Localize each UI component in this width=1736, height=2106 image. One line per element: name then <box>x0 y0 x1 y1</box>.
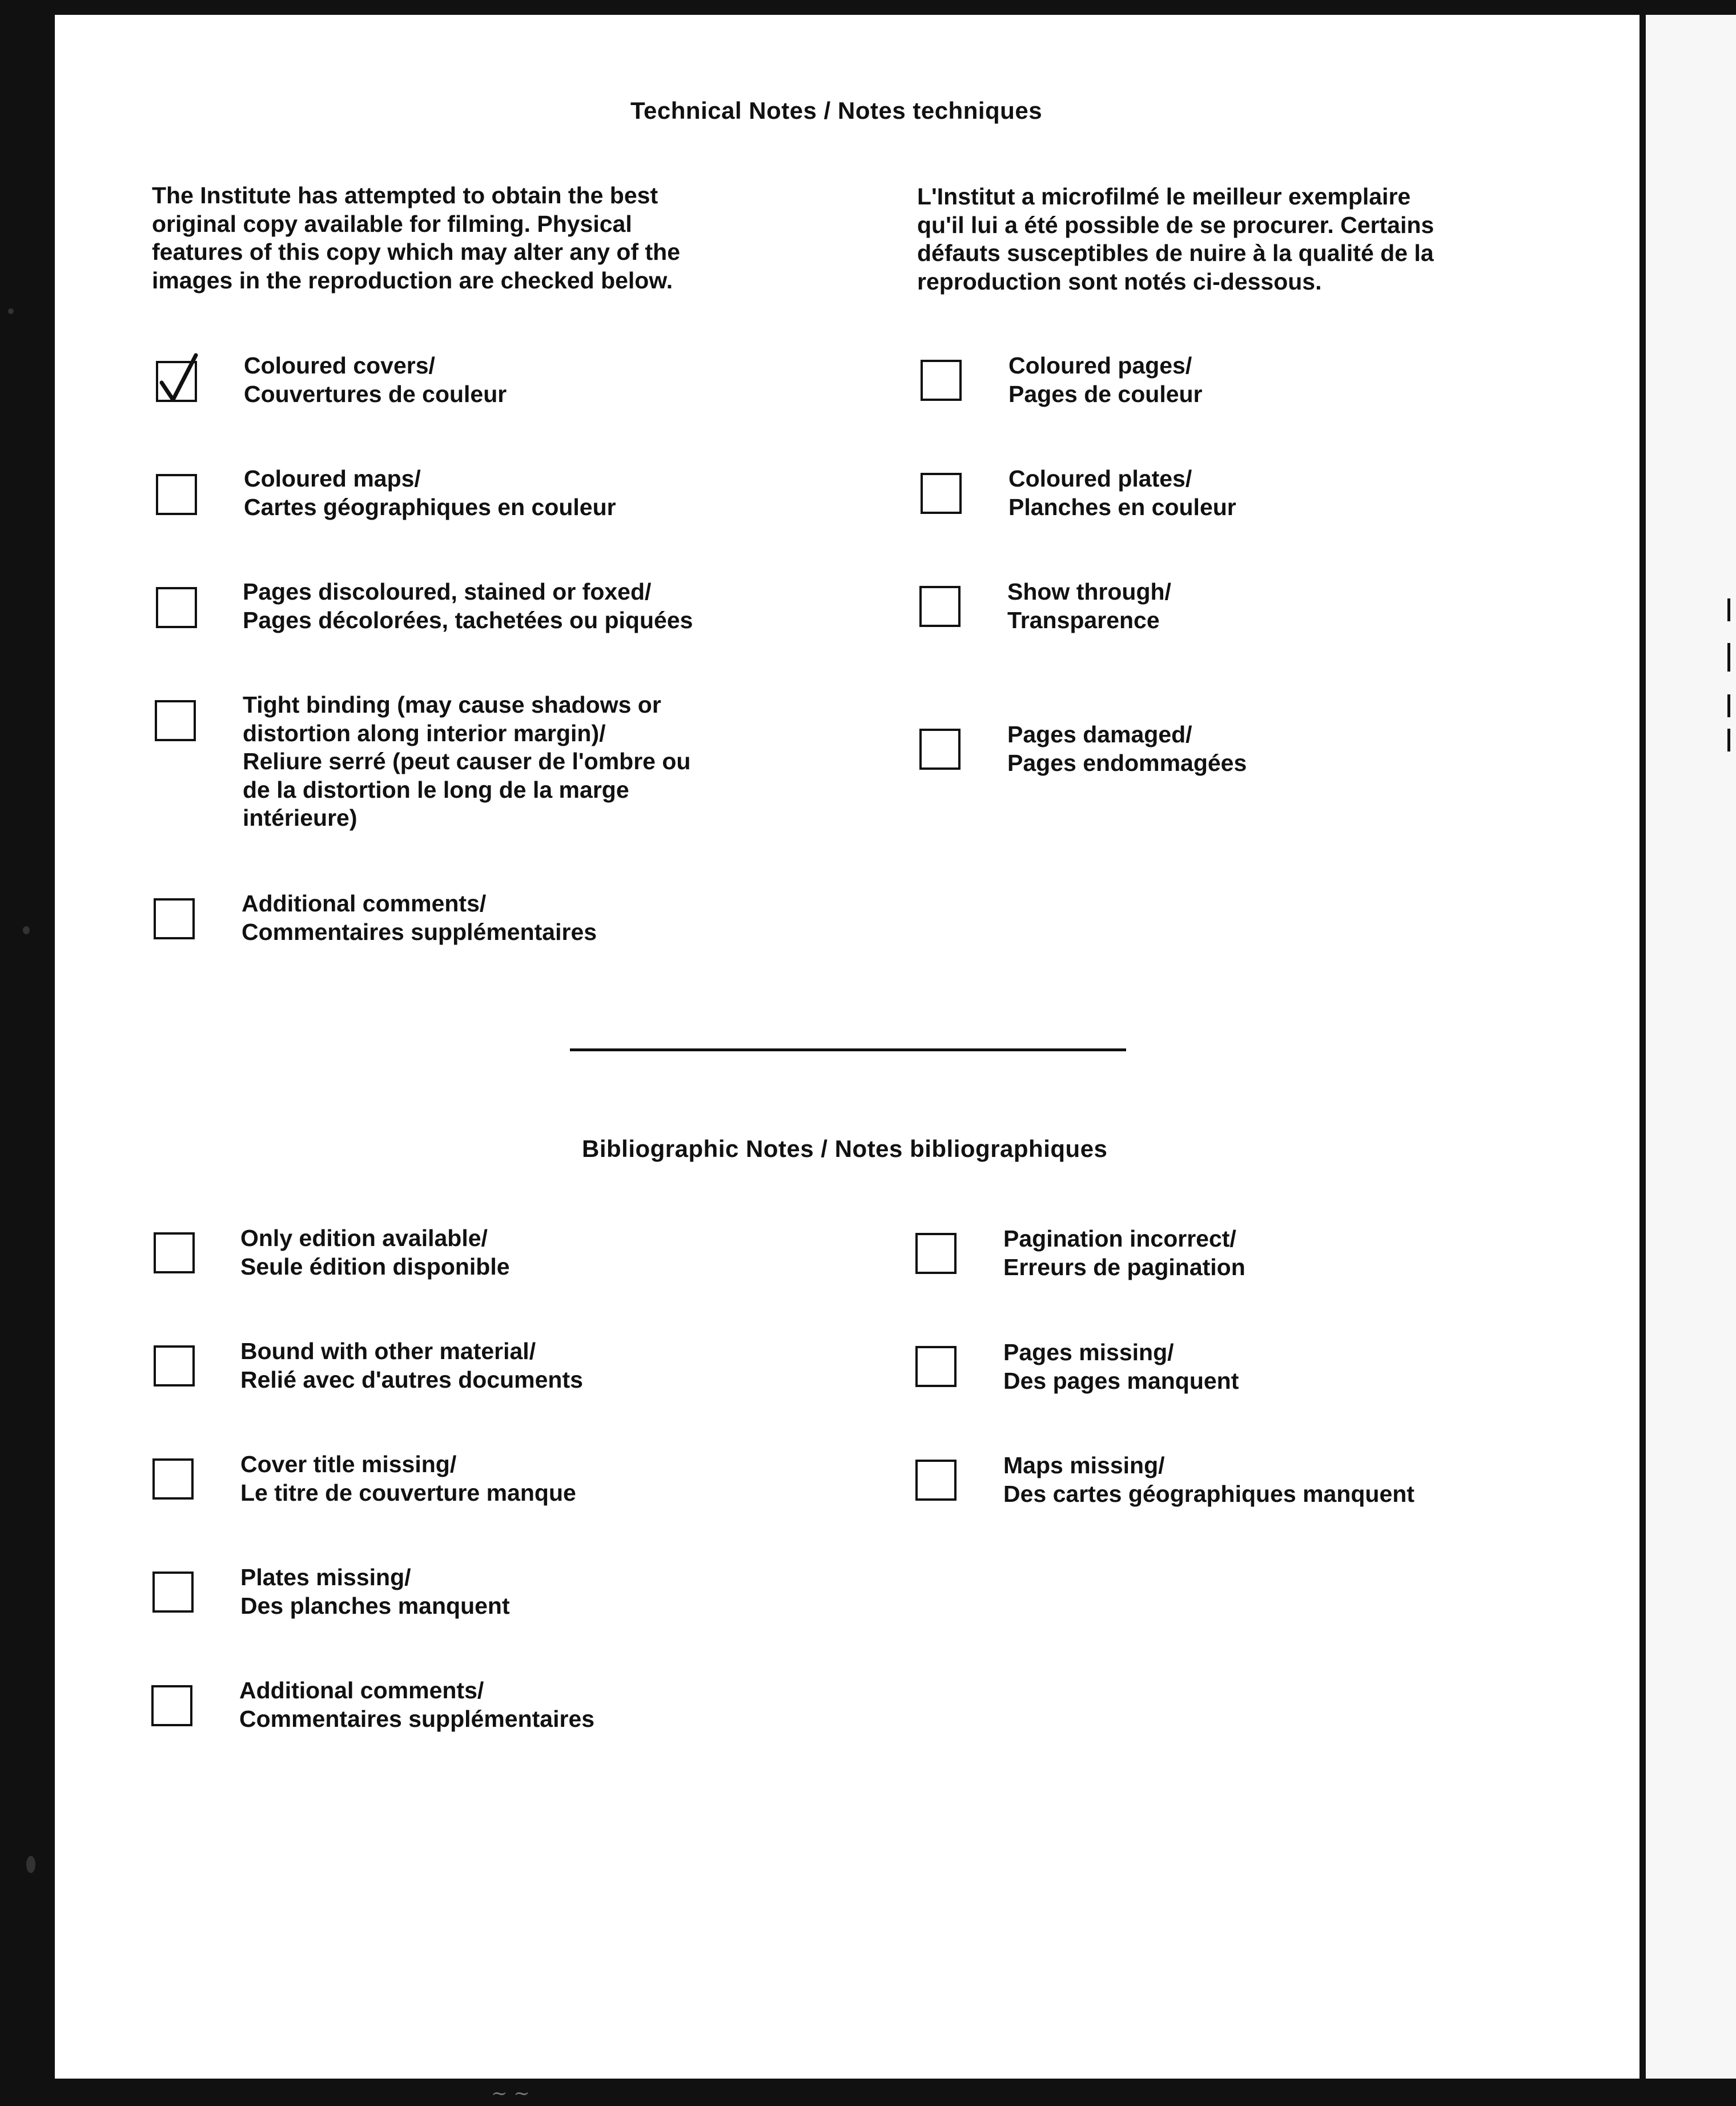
item-line: Seule édition disponible <box>240 1253 510 1280</box>
item-show-through <box>1007 578 1171 634</box>
item-line: Pages damaged/ <box>1007 721 1192 747</box>
item-line: Pages discoloured, stained or foxed/ <box>243 578 652 605</box>
item-plates-missing <box>240 1564 510 1620</box>
item-line: Only edition available/ <box>240 1225 488 1251</box>
item-pages-discoloured <box>243 578 693 634</box>
item-line: Erreurs de pagination <box>1003 1253 1245 1280</box>
item-line: Additional comments/ <box>239 1677 484 1703</box>
item-line: Coloured covers/ <box>244 352 435 379</box>
item-line: distortion along interior margin)/ <box>243 720 606 746</box>
item-coloured-covers <box>244 352 507 408</box>
item-line: Planches en couleur <box>1008 493 1236 520</box>
checkbox-pagination-incorrect[interactable] <box>915 1233 957 1274</box>
adjacent-page-strip <box>1646 15 1736 2079</box>
item-line: Reliure serré (peut causer de l'ombre ou <box>243 748 691 774</box>
item-line: Maps missing/ <box>1003 1452 1165 1478</box>
item-line: Relié avec d'autres documents <box>240 1366 583 1393</box>
item-line: Transparence <box>1007 606 1160 633</box>
technical-notes-heading: Technical Notes / Notes techniques <box>630 97 1043 124</box>
checkbox-additional-comments-technical[interactable] <box>154 898 195 939</box>
checkbox-cover-title-missing[interactable] <box>152 1458 194 1500</box>
document-page <box>55 15 1639 2079</box>
intro-line: features of this copy which may alter any of the <box>152 239 681 265</box>
item-line: Show through/ <box>1007 578 1171 605</box>
item-line: Pages endommagées <box>1007 749 1247 776</box>
checkbox-additional-comments-bibliographic[interactable] <box>151 1685 192 1726</box>
intro-english <box>152 182 680 295</box>
checkbox-show-through[interactable] <box>919 586 961 627</box>
checkbox-pages-damaged[interactable] <box>919 729 961 770</box>
item-line: Cover title missing/ <box>240 1451 457 1477</box>
checkbox-bound-with[interactable] <box>154 1345 195 1386</box>
checkbox-plates-missing[interactable] <box>152 1572 194 1613</box>
intro-line: The Institute has attempted to obtain the best <box>152 182 658 208</box>
item-line: intérieure) <box>243 805 357 831</box>
item-only-edition <box>240 1224 510 1281</box>
intro-line: original copy available for filming. Physical <box>152 210 632 237</box>
intro-french <box>917 183 1434 296</box>
item-line: Tight binding (may cause shadows or <box>243 692 661 718</box>
intro-line: reproduction sont notés ci-dessous. <box>917 268 1322 295</box>
checkbox-pages-missing[interactable] <box>915 1346 957 1387</box>
section-divider <box>570 1048 1126 1051</box>
item-line: Coloured maps/ <box>244 465 421 492</box>
item-line: Coloured plates/ <box>1008 465 1192 492</box>
checkbox-tight-binding[interactable] <box>155 700 196 741</box>
checkbox-coloured-covers[interactable] <box>156 361 197 402</box>
item-pagination-incorrect <box>1003 1225 1245 1281</box>
item-tight-binding <box>243 691 690 833</box>
item-line: Pages missing/ <box>1003 1339 1174 1365</box>
item-line: Des planches manquent <box>240 1592 510 1619</box>
item-line: Coloured pages/ <box>1008 352 1192 379</box>
item-line: Additional comments/ <box>242 890 487 917</box>
intro-line: images in the reproduction are checked below. <box>152 267 673 294</box>
item-line: Le titre de couverture manque <box>240 1479 576 1506</box>
checkmark-icon <box>156 349 204 407</box>
item-maps-missing <box>1003 1452 1414 1508</box>
scan-speck <box>23 926 30 934</box>
item-cover-title-missing <box>240 1450 576 1507</box>
scan-speck <box>26 1856 35 1873</box>
item-line: Pages de couleur <box>1008 380 1203 407</box>
item-line: Couvertures de couleur <box>244 380 507 407</box>
checkbox-coloured-pages[interactable] <box>921 360 962 401</box>
item-additional-comments-bibliographic <box>239 1677 594 1733</box>
item-pages-damaged <box>1007 721 1247 777</box>
scan-speck <box>8 308 14 314</box>
intro-line: L'Institut a microfilmé le meilleur exemplaire <box>917 183 1411 210</box>
intro-line: défauts susceptibles de nuire à la qualité de la <box>917 240 1434 266</box>
item-line: Plates missing/ <box>240 1564 411 1590</box>
checkbox-only-edition[interactable] <box>154 1232 195 1273</box>
item-line: Bound with other material/ <box>240 1338 536 1364</box>
checkbox-pages-discoloured[interactable] <box>156 587 197 628</box>
checkbox-maps-missing[interactable] <box>915 1460 957 1501</box>
intro-line: qu'il lui a été possible de se procurer. Certains <box>917 211 1434 238</box>
scan-artifact: ~ ~ <box>491 2082 530 2105</box>
item-pages-missing <box>1003 1339 1239 1395</box>
item-line: Cartes géographiques en couleur <box>244 493 616 520</box>
item-bound-with <box>240 1337 583 1394</box>
item-additional-comments-technical <box>242 890 597 946</box>
item-line: Commentaires supplémentaires <box>242 918 597 945</box>
checkbox-coloured-plates[interactable] <box>921 473 962 514</box>
item-coloured-maps <box>244 465 616 521</box>
checkbox-coloured-maps[interactable] <box>156 474 197 515</box>
item-line: Pages décolorées, tachetées ou piquées <box>243 606 693 633</box>
item-line: Pagination incorrect/ <box>1003 1225 1236 1252</box>
bibliographic-notes-heading: Bibliographic Notes / Notes bibliographiques <box>582 1135 1108 1162</box>
item-line: Commentaires supplémentaires <box>239 1705 595 1732</box>
item-line: Des cartes géographiques manquent <box>1003 1480 1414 1507</box>
item-coloured-plates <box>1008 465 1236 521</box>
item-coloured-pages <box>1008 352 1203 408</box>
item-line: de la distortion le long de la marge <box>243 776 629 803</box>
item-line: Des pages manquent <box>1003 1367 1239 1394</box>
